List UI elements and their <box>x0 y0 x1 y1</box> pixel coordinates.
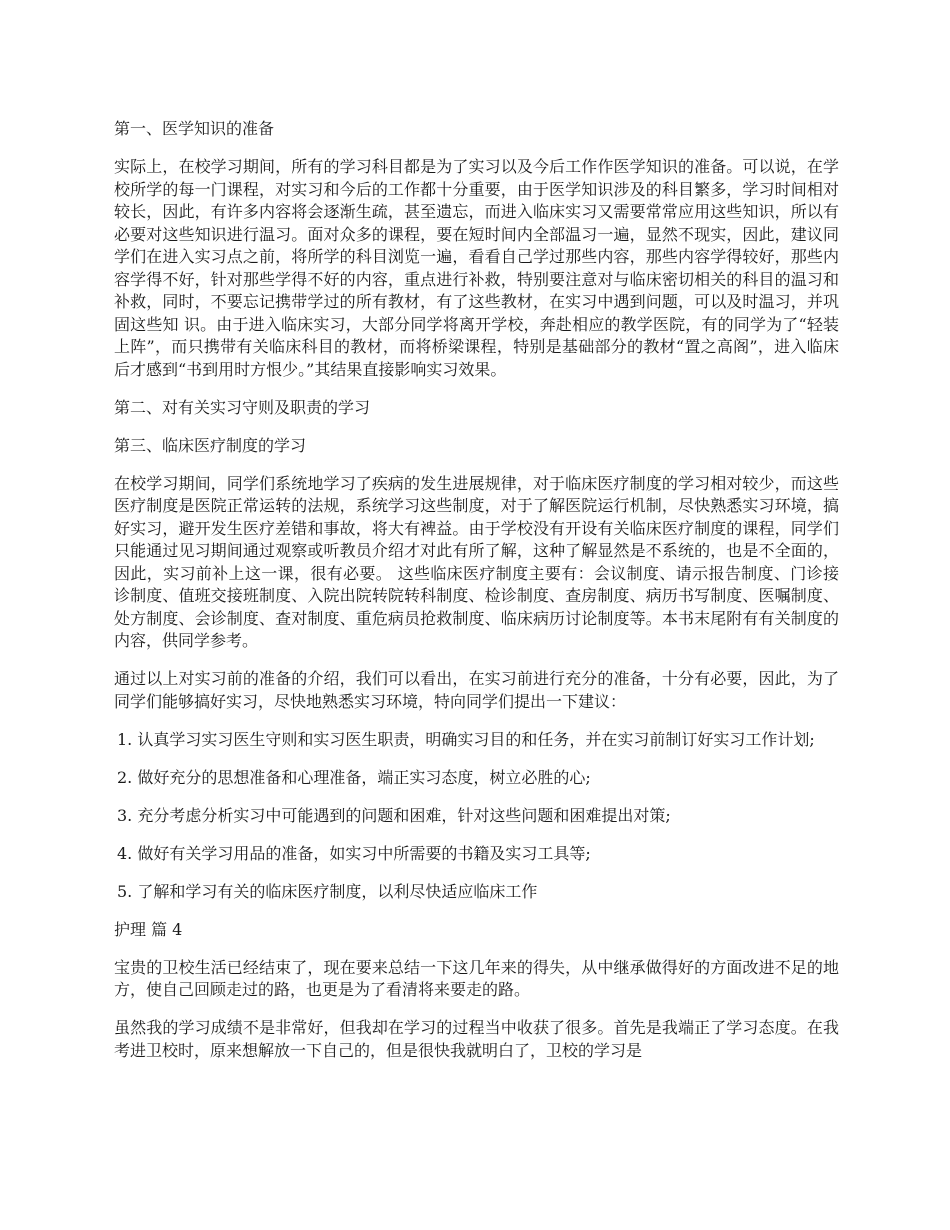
suggestion-item-1: 1. 认真学习实习医生守则和实习医生职责，明确实习目的和任务，并在实习前制订好实习工作计划; <box>117 729 815 749</box>
section-heading-medical-systems: 第三、临床医疗制度的学习 <box>114 435 307 455</box>
body-paragraph-medical-systems: 在校学习期间，同学们系统地学习了疾病的发生进展规律，对于临床医疗制度的学习相对较少，而这些医疗制度是医院正常运转的法规，系统学习这些制度，对于了解医院运行机制，尽快熟悉实习环境，搞好实习，避开发生医疗差错和事故，将大有裨益。由于学校没有开设有关临床医疗制度的课程，同学们只能通过见习期间通过观察或听教员介绍才对此有所了解，这种了解显然是不系统的，也是不全面的，因此，实习前补上这一课，很有必要。 这些临床医疗制度主要有：会议制度、请示报告制度、门诊接诊制度、值班交接班制度、入院出院转院转科制度、检诊制度、查房制度、病历书写制度、医嘱制度、处方制度、会诊制度、查对制度、重危病员抢救制度、临床病历讨论制度等。本书末尾附有有关制度的内容，供同学参考。 <box>114 473 839 650</box>
suggestion-item-5: 5. 了解和学习有关的临床医疗制度，以利尽快适应临床工作 <box>117 881 538 901</box>
suggestion-item-2: 2. 做好充分的思想准备和心理准备，端正实习态度，树立必胜的心; <box>117 767 591 787</box>
body-paragraph-suggestions-intro: 通过以上对实习前的准备的介绍，我们可以看出，在实习前进行充分的准备，十分有必要，因此，为了同学们能够搞好实习，尽快地熟悉实习环境，特向同学们提出一下建议： <box>114 669 839 711</box>
document-page <box>114 118 839 1078</box>
suggestion-item-3: 3. 充分考虑分析实习中可能遇到的问题和困难，针对这些问题和困难提出对策; <box>117 805 671 825</box>
suggestion-item-4: 4. 做好有关学习用品的准备，如实习中所需要的书籍及实习工具等; <box>117 843 591 863</box>
body-paragraph-knowledge-review: 实际上，在校学习期间，所有的学习科目都是为了实习以及今后工作作医学知识的准备。可以说，在学校所学的每一门课程，对实习和今后的工作都十分重要，由于医学知识涉及的科目繁多，学习时间相对较长，因此，有许多内容将会逐渐生疏，甚至遗忘，而进入临床实习又需要常常应用这些知识，所以有必要对这些知识进行温习。面对众多的课程，要在短时间内全部温习一遍，显然不现实，因此，建议同学们在进入实习点之前，将所学的科目浏览一遍，看看自己学过那些内容，那些内容学得较好，那些内容学得不好，针对那些学得不好的内容，重点进行补救，特别要注意对与临床密切相关的科目的温习和补救，同时，不要忘记携带学过的所有教材，有了这些教材，在实习中遇到问题，可以及时温习，并巩固这些知 识。由于进入临床实习，大部分同学将离开学校，奔赴相应的教学医院，有的同学为了“轻装上阵”，而只携带有关临床科目的教材，而将桥梁课程，特别是基础部分的教材“置之高阁”，进入临床后才感到“书到用时方恨少。”其结果直接影响实习效果。 <box>114 157 839 379</box>
section-heading-medical-knowledge: 第一、医学知识的准备 <box>114 119 275 138</box>
body-paragraph-study-attitude: 虽然我的学习成绩不是非常好，但我却在学习的过程当中收获了很多。首先是我端正了学习态度。在我考进卫校时，原来想解放一下自己的，但是很快我就明白了，卫校的学习是 <box>114 1018 839 1060</box>
body-paragraph-summary-intro: 宝贵的卫校生活已经结束了，现在要来总结一下这几年来的得失，从中继承做得好的方面改进不足的地方，使自己回顾走过的路，也更是为了看清将来要走的路。 <box>114 957 839 999</box>
section-heading-internship-rules: 第二、对有关实习守则及职责的学习 <box>114 397 371 417</box>
section-heading-nursing-4: 护理 篇 4 <box>114 919 183 939</box>
